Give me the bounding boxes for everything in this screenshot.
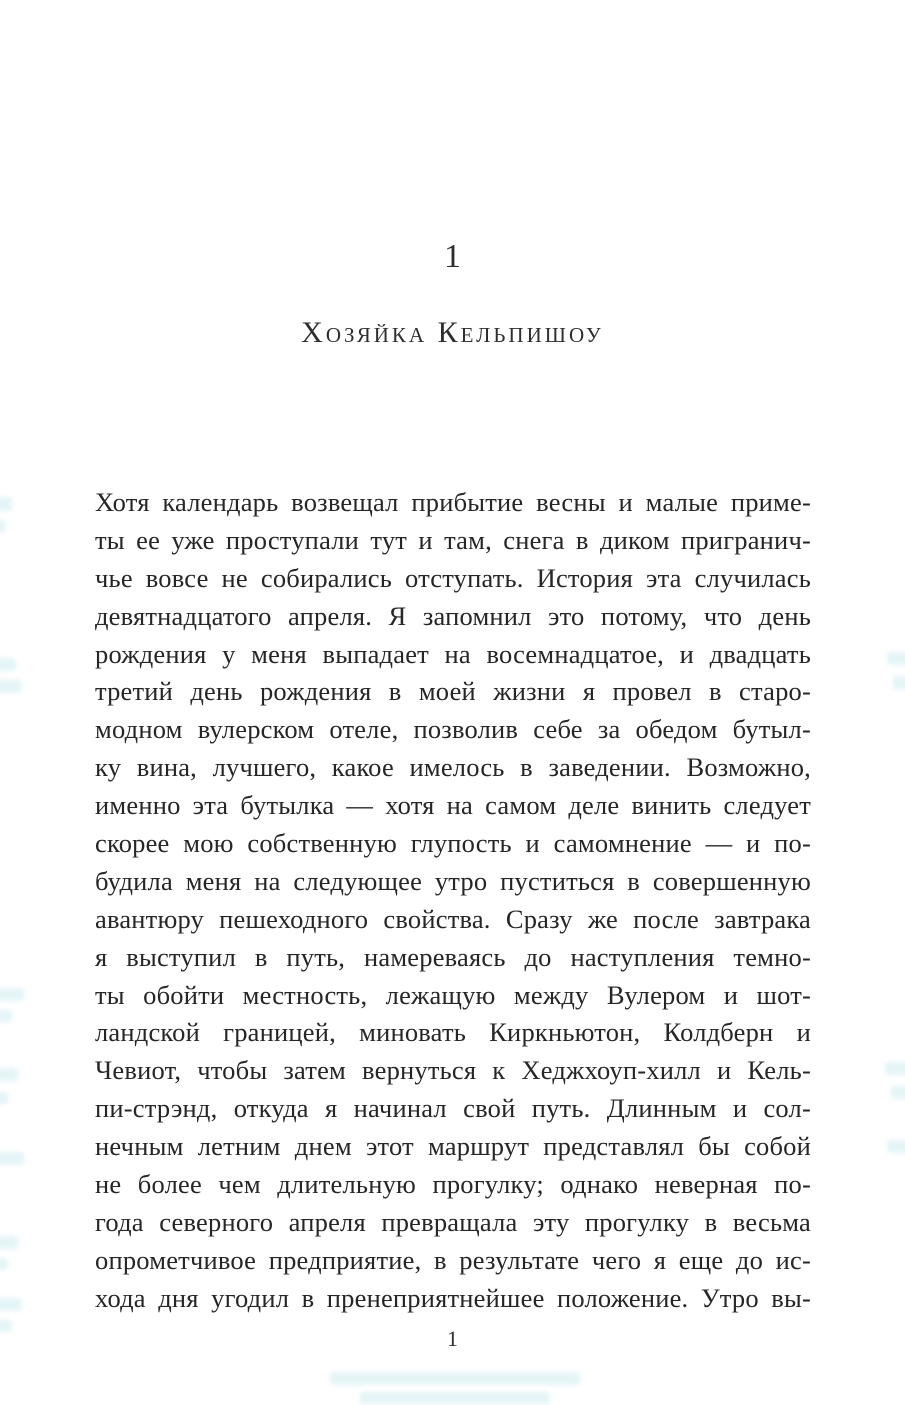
bleed-through-artifact — [0, 680, 22, 693]
bleed-through-artifact — [0, 520, 6, 532]
bleed-through-artifact — [0, 1152, 24, 1165]
body-text-line: ты ее уже проступали тут и там, снега в диком пригранич- — [95, 524, 811, 555]
body-text-line: третий день рождения в моей жизни я провел в старо- — [95, 676, 811, 707]
bleed-through-artifact — [0, 1236, 18, 1249]
body-text-line: ландской границей, миновать Киркньютон, Колдберн и — [95, 1017, 811, 1048]
bleed-through-artifact — [887, 652, 905, 665]
bleed-through-artifact — [0, 1298, 22, 1311]
chapter-title: Хозяйка Кельпишоу — [301, 316, 604, 349]
body-text-line: хода дня угодил в пренеприятнейшее положение. Утро вы- — [95, 1282, 811, 1313]
body-text-line: ты обойти местность, лежащую между Вулером и шот- — [95, 979, 811, 1010]
bleed-through-artifact — [0, 1092, 8, 1104]
bleed-through-artifact — [0, 1258, 8, 1270]
body-text-line: Чевиот, чтобы затем вернуться к Хеджхоуп-хилл и Кель- — [95, 1055, 811, 1086]
bleed-through-artifact — [891, 1086, 905, 1099]
body-text-line: будила меня на следующее утро пуститься в совершенную — [95, 865, 811, 896]
bleed-through-artifact — [360, 1392, 550, 1404]
body-text-line: чье вовсе не собирались отступать. История эта случилась — [95, 562, 811, 593]
bleed-through-artifact — [893, 676, 905, 689]
body-text-line: нечным летним днем этот маршрут представлял бы собой — [95, 1131, 811, 1162]
body-text-line: девятнадцатого апреля. Я запомнил это потому, что день — [95, 600, 811, 631]
body-text-line: я выступил в путь, намереваясь до наступления темно- — [95, 941, 811, 972]
body-text-line: Хотя календарь возвещал прибытие весны и малые приме- — [95, 487, 811, 517]
body-text-line: скорее мою собственную глупость и самомнение — и по- — [95, 828, 811, 859]
bleed-through-artifact — [887, 1140, 905, 1153]
body-text-line: авантюру пешеходного свойства. Сразу же после завтрака — [95, 903, 811, 934]
body-text-line: именно эта бутылка — хотя на самом деле винить следует — [95, 790, 811, 821]
body-text-line: не более чем длительную прогулку; однако неверная по- — [95, 1169, 811, 1200]
body-text-line: модном вулерском отеле, позволив себе за обедом бутыл- — [95, 714, 811, 745]
body-text-line: рождения у меня выпадает на восемнадцатое, и двадцать — [95, 638, 811, 669]
bleed-through-artifact — [330, 1372, 580, 1385]
page-number: 1 — [447, 1326, 458, 1351]
bleed-through-artifact — [0, 497, 12, 511]
body-text — [95, 484, 811, 1318]
body-text-line: года северного апреля превращала эту прогулку в весьма — [95, 1206, 811, 1237]
body-text-line: пи-стрэнд, откуда я начинал свой путь. Длинным и сол- — [95, 1093, 811, 1124]
bleed-through-artifact — [885, 1062, 905, 1075]
body-text-line: ку вина, лучшего, какое имелось в заведении. Возможно, — [95, 752, 811, 783]
chapter-number: 1 — [444, 238, 461, 275]
bleed-through-artifact — [0, 658, 16, 671]
bleed-through-artifact — [0, 1068, 18, 1081]
bleed-through-artifact — [0, 1010, 12, 1022]
body-text-line: опрометчивое предприятие, в результате чего я еще до ис- — [95, 1244, 811, 1275]
bleed-through-artifact — [0, 988, 24, 1001]
